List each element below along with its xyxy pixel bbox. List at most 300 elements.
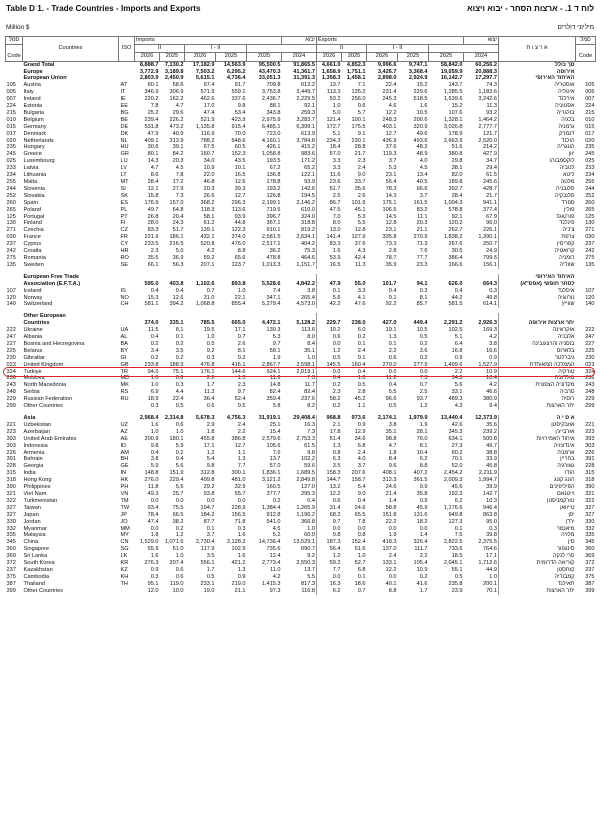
value-cell: 41,361.7 <box>293 68 316 75</box>
iso-code <box>119 75 135 82</box>
value-cell: 33.7 <box>354 179 366 186</box>
value-cell: 0.4 <box>357 497 366 504</box>
value-cell: 3.7 <box>357 463 366 470</box>
value-cell: 6.9 <box>150 389 159 396</box>
row-code: 233 <box>6 165 16 172</box>
value-cell: 152.4 <box>351 539 366 546</box>
value-cell: 326.4 <box>413 539 428 546</box>
value-cell: 0.2 <box>237 354 246 361</box>
value-cell: 0.7 <box>419 382 428 389</box>
value-cell: 25.7 <box>172 490 184 497</box>
country-name: Malaysia <box>23 532 46 539</box>
value-cell <box>464 313 499 320</box>
value-cell: 408.1 <box>382 470 397 477</box>
value-cell: 374.0 <box>144 320 159 327</box>
value-cell: 116.8 <box>301 587 316 594</box>
row-code-right <box>576 281 596 288</box>
value-cell: 1,979.9 <box>408 415 428 422</box>
iso-code: JO <box>120 518 128 525</box>
value-cell: 57.0 <box>317 151 342 158</box>
value-cell: 380.8 <box>448 151 463 158</box>
value-cell: 33.9 <box>486 456 498 463</box>
value-cell: 6.4 <box>454 340 463 347</box>
value-cell: 6.2 <box>454 497 463 504</box>
value-cell: 178.8 <box>266 179 281 186</box>
value-cell: 4.2 <box>489 382 498 389</box>
value-cell: 144.6 <box>231 368 246 375</box>
value-cell: 136.8 <box>266 172 281 179</box>
value-cell: 8.1 <box>237 347 246 354</box>
value-cell: 1,265.9 <box>296 504 316 511</box>
value-cell: 3,753.8 <box>261 89 281 96</box>
value-cell: 626.0 <box>448 280 463 287</box>
value-cell: 0.2 <box>272 497 281 504</box>
value-cell: 5,128.2 <box>296 320 316 327</box>
value-cell: 7.6 <box>272 449 281 456</box>
country-name-hebrew: א ס י ה <box>499 415 576 422</box>
value-cell: 2,579.6 <box>261 435 281 442</box>
value-cell: 70.1 <box>451 456 463 463</box>
row-code: 260 <box>6 199 16 206</box>
value-cell: 13.7 <box>317 82 342 89</box>
value-cell <box>367 313 398 320</box>
iso-code: RU <box>120 396 129 403</box>
country-name: United Arab Emirates <box>23 435 77 442</box>
table-row <box>6 327 596 334</box>
country-name-hebrew: סינגפור <box>499 546 576 553</box>
value-cell: 1.4 <box>419 532 428 539</box>
value-cell: 0.0 <box>317 574 342 581</box>
iso-code: IT <box>120 89 126 96</box>
value-cell: 59.6 <box>304 463 316 470</box>
value-cell: 12.6 <box>234 179 246 186</box>
row-code-right <box>576 415 596 422</box>
value-cell: 407.2 <box>413 470 428 477</box>
year-header: 2026 <box>135 53 160 61</box>
value-cell: 0.2 <box>419 354 428 361</box>
value-cell: 968.8 <box>317 415 342 422</box>
exports-header: Exports <box>317 37 464 45</box>
row-code: 255 <box>6 179 16 186</box>
row-code-right: 322 <box>585 497 595 504</box>
value-cell: 335.1 <box>169 320 184 327</box>
value-cell: 16.3 <box>304 421 316 428</box>
iso-code: NO <box>120 294 129 301</box>
country-name-hebrew: בלארוס <box>499 348 576 355</box>
value-cell: 221.9 <box>144 234 159 241</box>
value-cell: 7.3 <box>419 375 428 382</box>
value-cell: 464.6 <box>301 254 316 261</box>
value-cell: 0.5 <box>206 340 215 347</box>
country-name: Myanmar <box>23 525 47 532</box>
value-cell: 2.2 <box>419 553 428 560</box>
row-code-right: 265 <box>585 206 595 213</box>
unit-label: Million $ <box>6 24 30 31</box>
value-cell: 78.7 <box>385 254 397 261</box>
value-cell: 47.5 <box>317 207 342 214</box>
value-cell: 193.2 <box>266 185 281 192</box>
value-cell: 220.2 <box>144 96 159 103</box>
value-cell: 256.0 <box>351 96 366 103</box>
country-name-hebrew: קפריסין <box>499 241 576 248</box>
table-row <box>6 422 596 429</box>
value-cell: 946.4 <box>483 504 498 511</box>
row-code-right: 107 <box>585 287 595 294</box>
value-cell: 276.3 <box>144 560 159 567</box>
value-cell: 7.0 <box>317 214 342 221</box>
value-cell: 5.8 <box>272 403 281 410</box>
country-name-hebrew: הונגריה <box>499 144 576 151</box>
value-cell: 595.0 <box>144 280 159 287</box>
value-cell: 1.6 <box>150 421 159 428</box>
value-cell: 648.6 <box>231 137 246 144</box>
value-cell: 3.8 <box>388 421 397 428</box>
country-name: Germany <box>23 123 47 130</box>
value-cell: 0.4 <box>150 449 159 456</box>
value-cell: 75.3 <box>304 248 316 255</box>
row-code-right: 327 <box>585 504 595 511</box>
value-cell: 10.5 <box>416 327 428 334</box>
value-cell: 295.3 <box>301 490 316 497</box>
value-cell: 1.0 <box>206 334 215 341</box>
value-cell: 28.4 <box>451 192 463 199</box>
table-row <box>6 82 596 89</box>
value-cell: 3.3 <box>317 165 342 172</box>
value-cell: 0.9 <box>489 354 498 361</box>
section-row <box>6 75 596 82</box>
value-cell: 2.3 <box>317 389 342 396</box>
value-cell: 44.8 <box>234 220 246 227</box>
country-name: Kazakhstan <box>23 566 53 573</box>
value-cell: 8.0 <box>317 220 342 227</box>
value-cell: 14.3 <box>147 158 159 165</box>
value-cell: 3,121.2 <box>261 477 281 484</box>
value-cell: 2,598.1 <box>296 361 316 368</box>
value-cell: 8.8 <box>237 248 246 255</box>
country-name: Greece <box>23 151 42 158</box>
value-cell: 2,663.9 <box>443 137 463 144</box>
value-cell: 16.3 <box>317 581 342 588</box>
value-cell: 20.4 <box>172 213 184 220</box>
value-cell: 31,919.1 <box>258 415 281 422</box>
row-code: 025 <box>6 158 16 165</box>
value-cell: 233.8 <box>144 361 159 368</box>
value-cell: 924.1 <box>266 368 281 375</box>
value-cell: 6.2 <box>419 456 428 463</box>
value-cell: 0.1 <box>175 334 184 341</box>
value-cell: 111.7 <box>414 546 428 553</box>
value-cell: 92.1 <box>304 103 316 110</box>
page-header <box>6 4 594 18</box>
value-cell: 189.8 <box>448 179 463 186</box>
table-row <box>6 89 596 96</box>
value-cell: 0.0 <box>150 497 159 504</box>
value-cell: 664.3 <box>483 280 498 287</box>
value-cell: 719.5 <box>266 206 281 213</box>
row-code: 330 <box>6 518 16 525</box>
table-row <box>6 532 596 539</box>
row-code-right: 243 <box>585 382 595 389</box>
value-cell <box>367 274 398 281</box>
row-code: 228 <box>6 463 16 470</box>
value-cell: 581.1 <box>144 301 159 308</box>
value-cell: 2.1 <box>317 422 342 429</box>
value-cell: 1.6 <box>237 553 246 560</box>
value-cell: 22.0 <box>203 172 215 179</box>
row-code: 230 <box>6 354 16 361</box>
iso-code: SE <box>120 261 128 268</box>
value-cell: 277.9 <box>413 361 428 368</box>
table-row <box>6 288 596 295</box>
country-name-hebrew: הממלכה המאוחדת <box>499 362 576 369</box>
value-cell: 0.6 <box>206 403 215 410</box>
exports-blank-header <box>429 45 499 53</box>
value-cell: 29.2 <box>203 484 215 491</box>
value-cell: 0.1 <box>317 288 342 295</box>
table-row <box>6 96 596 103</box>
iso-code: RO <box>120 254 129 261</box>
country-name: Romania <box>23 254 46 261</box>
value-cell: 93.9 <box>304 179 316 186</box>
value-cell: 4.5 <box>419 165 428 172</box>
value-cell: 374.0 <box>231 234 246 241</box>
value-cell: 3.4 <box>150 347 159 354</box>
table-row <box>6 186 596 193</box>
value-cell: 0.2 <box>175 525 184 532</box>
iso-code: CY <box>120 241 129 248</box>
country-name: Ukraine <box>23 327 43 334</box>
value-cell: 45.2 <box>354 396 366 403</box>
table-row <box>6 362 596 369</box>
iso-code: AZ <box>120 428 128 435</box>
value-cell: 476.0 <box>231 241 246 248</box>
imports-q12-header: I - II <box>185 45 247 53</box>
value-cell: 160.7 <box>200 151 215 158</box>
value-cell: 35.9 <box>385 261 397 268</box>
iso-code: HK <box>120 477 129 484</box>
value-cell: 229.6 <box>413 89 428 96</box>
row-code: 248 <box>6 389 16 396</box>
year-header: 2024 <box>464 53 499 61</box>
value-cell: 3,784.8 <box>296 137 316 144</box>
value-cell: 1.7 <box>206 566 215 573</box>
section-row <box>6 320 596 327</box>
value-cell: 6,485.1 <box>261 123 281 130</box>
exports-q2-header: II <box>317 45 367 53</box>
row-code-right: 215 <box>585 109 595 116</box>
value-cell: 18.5 <box>451 553 463 560</box>
country-name: Other Countries <box>23 587 63 594</box>
value-cell: 11.0 <box>270 566 281 573</box>
value-cell: 8.8 <box>419 463 428 470</box>
country-name: European Free Trade <box>23 273 80 280</box>
value-cell: 9,747.1 <box>408 61 428 68</box>
value-cell: 231.4 <box>382 89 397 96</box>
value-cell: 142.7 <box>483 490 498 497</box>
row-code: 224 <box>6 103 16 110</box>
value-cell: 29.6 <box>172 109 184 116</box>
country-name: Indonesia <box>23 442 48 449</box>
value-cell: 0.0 <box>388 368 397 375</box>
country-name: Lithuania <box>23 172 47 179</box>
value-cell: 13.2 <box>317 484 342 491</box>
value-cell: 12.8 <box>385 220 397 227</box>
value-cell: 23.9 <box>451 587 463 594</box>
row-code: 391 <box>6 456 16 463</box>
country-name-hebrew: אוקראינה <box>499 327 576 334</box>
row-code-right: 120 <box>585 294 595 301</box>
value-cell: 403.8 <box>169 280 184 287</box>
row-code-right: 391 <box>585 456 595 463</box>
country-name-hebrew: אזרבייג'ן <box>499 429 576 436</box>
value-cell: 0.5 <box>175 403 184 410</box>
country-name: Uzbekistan <box>23 421 52 428</box>
value-cell: 1.9 <box>272 354 281 361</box>
value-cell: 347.1 <box>266 294 281 301</box>
value-cell: 92.1 <box>451 213 463 220</box>
row-code <box>6 69 23 76</box>
value-cell: 0.2 <box>317 382 342 389</box>
value-cell: 1,183.6 <box>478 89 498 96</box>
row-code-right: 360 <box>585 546 595 553</box>
value-cell: 28.8 <box>354 144 366 151</box>
value-cell: 82.0 <box>451 172 463 179</box>
value-cell: 0.0 <box>150 525 159 532</box>
year-header: 2025 <box>429 53 464 61</box>
value-cell: 9.0 <box>357 172 366 179</box>
value-cell: 915.4 <box>231 123 246 130</box>
value-cell: 799.5 <box>483 254 498 261</box>
value-cell: 1.2 <box>206 449 215 456</box>
value-cell: 518.5 <box>413 96 428 103</box>
value-cell: 270.9 <box>413 234 428 241</box>
value-cell: 43,470.3 <box>258 68 281 75</box>
value-cell: 0.2 <box>175 449 184 456</box>
value-cell: 7.4 <box>272 287 281 294</box>
section-row <box>6 61 596 68</box>
value-cell: 171.2 <box>301 158 316 165</box>
value-cell: 0.9 <box>419 497 428 504</box>
value-cell: 117.9 <box>200 546 215 553</box>
value-cell: 0.5 <box>419 334 428 341</box>
value-cell: 200.9 <box>144 435 159 442</box>
country-name: India <box>23 470 36 477</box>
value-cell: 2,926.3 <box>478 320 498 327</box>
value-cell: 7.1 <box>357 82 366 89</box>
value-cell: 541.0 <box>266 518 281 525</box>
value-cell: 1.1 <box>237 449 246 456</box>
value-cell: 0.8 <box>357 532 366 539</box>
value-cell: 78.3 <box>385 185 397 192</box>
value-cell: 2.3 <box>150 248 159 255</box>
value-cell: 2.6 <box>237 340 246 347</box>
country-name: Netherlands <box>23 137 54 144</box>
value-cell: 2,753.3 <box>296 435 316 442</box>
value-cell: 21.7 <box>486 192 498 199</box>
value-cell: 5.7 <box>357 109 366 116</box>
value-cell: 34.0 <box>203 158 215 165</box>
value-cell: 160.4 <box>351 361 366 368</box>
value-cell: 45.9 <box>416 504 428 511</box>
row-code-right: 023 <box>585 361 595 368</box>
row-code-right <box>576 61 596 68</box>
value-cell: 2,009.3 <box>443 477 463 484</box>
value-cell: 8,888.7 <box>139 61 159 68</box>
country-name-hebrew: איטליה <box>499 89 576 96</box>
value-cell: 22.4 <box>172 396 184 403</box>
value-cell: 2.2 <box>388 347 397 354</box>
value-cell: 2.4 <box>388 553 397 560</box>
value-cell: 1.4 <box>388 497 397 504</box>
value-cell: 19.1 <box>385 327 397 334</box>
value-cell: 19.5 <box>203 327 215 334</box>
iso-code: BA <box>120 340 128 347</box>
value-cell: 3,368.4 <box>408 68 428 75</box>
value-cell: 0.4 <box>388 382 397 389</box>
value-cell: 161.5 <box>413 199 428 206</box>
value-cell: 51.6 <box>354 546 366 553</box>
value-cell: 531.8 <box>144 123 159 130</box>
row-code <box>6 313 23 320</box>
value-cell: 26.8 <box>147 213 159 220</box>
value-cell: 7.8 <box>357 518 366 525</box>
country-name: Gibraltar <box>23 354 45 361</box>
table-row <box>6 443 596 450</box>
value-cell: 4,573.0 <box>296 301 316 308</box>
value-cell: 226.1 <box>483 227 498 234</box>
value-cell: 9.4 <box>489 403 498 410</box>
row-code <box>6 274 23 281</box>
iso-code <box>119 61 135 68</box>
value-cell: 139.1 <box>200 227 215 234</box>
value-cell: 1,196.2 <box>296 511 316 518</box>
value-cell: 131.6 <box>413 511 428 518</box>
value-cell: 2.6 <box>357 192 366 199</box>
value-cell: 11.1 <box>417 213 428 220</box>
value-cell: 1.2 <box>175 532 184 539</box>
iso-code: EE <box>120 103 128 110</box>
value-cell: 345.3 <box>448 428 463 435</box>
country-name: Bahrain <box>23 456 43 463</box>
value-cell: 1,176.6 <box>443 504 463 511</box>
table-row <box>6 546 596 553</box>
value-cell: 21.4 <box>385 490 397 497</box>
country-name: Philippines <box>23 484 51 491</box>
value-cell: 1.8 <box>206 428 215 435</box>
value-cell: 32.9 <box>234 484 246 491</box>
value-cell <box>282 274 317 281</box>
value-cell: 1,751.1 <box>346 68 366 75</box>
iso-code: DK <box>120 130 129 137</box>
value-cell: 34.7 <box>486 158 498 165</box>
country-name: Slovenia <box>23 185 45 192</box>
value-cell: 49.8 <box>486 294 498 301</box>
value-cell: 0.6 <box>388 354 397 361</box>
value-cell: 415.2 <box>301 144 316 151</box>
value-cell: 0.4 <box>175 456 184 463</box>
table-title-hebrew: לוח ד 1. - ארצות הסחר - יבוא ויצוא <box>467 4 594 13</box>
value-cell: 53.2 <box>317 96 342 103</box>
value-cell: 116.9 <box>200 130 215 137</box>
value-cell: 17.1 <box>486 553 498 560</box>
value-cell: 12.9 <box>354 428 366 435</box>
country-name-hebrew: לוקסמבורג <box>499 158 576 165</box>
value-cell: 151.8 <box>382 511 397 518</box>
value-cell: 12.7 <box>234 192 246 199</box>
value-cell: 2,146.2 <box>296 199 316 206</box>
country-name-hebrew: רוסיה <box>499 396 576 403</box>
country-name-hebrew: יוון <box>499 151 576 158</box>
